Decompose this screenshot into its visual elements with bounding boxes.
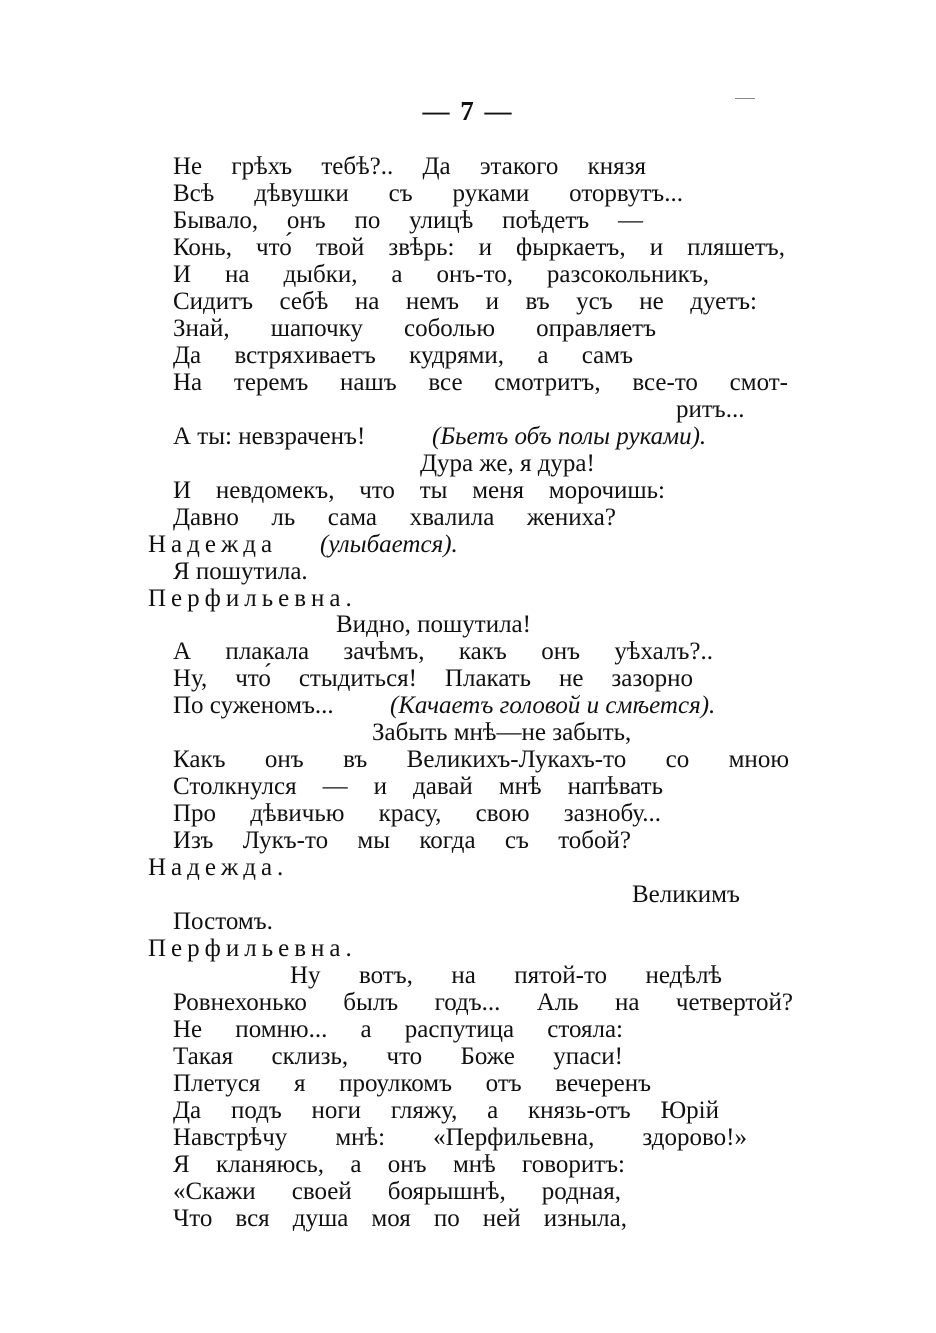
verse-line: Великимъ [632, 881, 740, 908]
verse-line: Изъ Лукъ-то мы когда съ тобой? [173, 827, 631, 854]
verse-line: Столкнулся — и давай мнѣ напѣвать [173, 773, 663, 800]
verse-line: Всѣ дѣвушки съ руками оторвутъ... [173, 180, 683, 207]
verse-line: Знай, шапочку соболью оправляетъ [173, 315, 656, 342]
verse-line: Бывало, онъ по улицѣ поѣдетъ — [173, 207, 643, 234]
verse-line: А плакала зачѣмъ, какъ онъ уѣхалъ?.. [173, 638, 713, 665]
stage-direction: (Качаетъ головой и смѣется). [390, 692, 716, 719]
verse-line: Навстрѣчу мнѣ: «Перфильевна, здорово!» [173, 1124, 747, 1151]
verse-line: ритъ... [676, 396, 745, 423]
verse-line: А ты: невзраченъ! [173, 423, 366, 450]
page-number: — 7 — [422, 96, 514, 126]
verse-line: И на дыбки, а онъ-то, разсокольникъ, [173, 261, 709, 288]
speaker-name: Перфильевна. [148, 935, 357, 962]
verse-line: Сидитъ себѣ на немъ и въ усъ не дуетъ: [173, 288, 757, 315]
verse-line: Да подъ ноги гляжу, а князь-отъ Юрій [173, 1097, 719, 1124]
verse-line: «Скажи своей боярышнѣ, родная, [173, 1178, 621, 1205]
verse-line: Не грѣхъ тебѣ?.. Да этакого князя [173, 153, 646, 180]
verse-line: По суженомъ... [173, 692, 334, 719]
verse-line: Конь, что́ твой звѣрь: и фыркаетъ, и пляшетъ, [173, 234, 785, 261]
verse-line: Забыть мнѣ—не забыть, [372, 719, 632, 746]
verse-line: Про дѣвичью красу, свою зазнобу... [173, 800, 661, 827]
verse-line: Не помню... а распутица стояла: [173, 1016, 623, 1043]
verse-line: На теремъ нашъ все смотритъ, все-то смот- [173, 369, 788, 396]
verse-line: Да встряхиваетъ кудрями, а самъ [173, 342, 633, 369]
speaker-name: Надежда [148, 531, 278, 558]
verse-line: Постомъ. [173, 908, 273, 935]
verse-line: Плетуся я проулкомъ отъ вечеренъ [173, 1070, 651, 1097]
verse-line: Дура же, я дура! [420, 450, 595, 477]
verse-line: Я пошутила. [173, 558, 308, 585]
stage-direction: (улыбается). [320, 531, 458, 558]
verse-line: Что вся душа моя по ней изныла, [173, 1205, 627, 1232]
verse-line: Я кланяюсь, а онъ мнѣ говоритъ: [173, 1151, 625, 1178]
verse-line: Видно, пошутила! [336, 611, 531, 638]
verse-line: Такая склизь, что Боже упаси! [173, 1043, 623, 1070]
margin-mark [735, 98, 755, 99]
speaker-name: Перфильевна. [148, 585, 357, 612]
speaker-name: Надежда. [148, 854, 289, 881]
verse-line: Какъ онъ въ Великихъ-Лукахъ-то со мною [173, 746, 789, 773]
verse-line: Ну вотъ, на пятой-то недѣлѣ [290, 962, 722, 989]
verse-line: Ну, что́ стыдиться! Плакать не зазорно [173, 665, 693, 692]
verse-line: И невдомекъ, что ты меня морочишь: [173, 477, 665, 504]
verse-line: Ровнехонько былъ годъ... Аль на четвертой? [173, 989, 793, 1016]
verse-line: Давно ль сама хвалила жениха? [173, 504, 616, 531]
stage-direction: (Бьетъ объ полы руками). [432, 423, 707, 450]
